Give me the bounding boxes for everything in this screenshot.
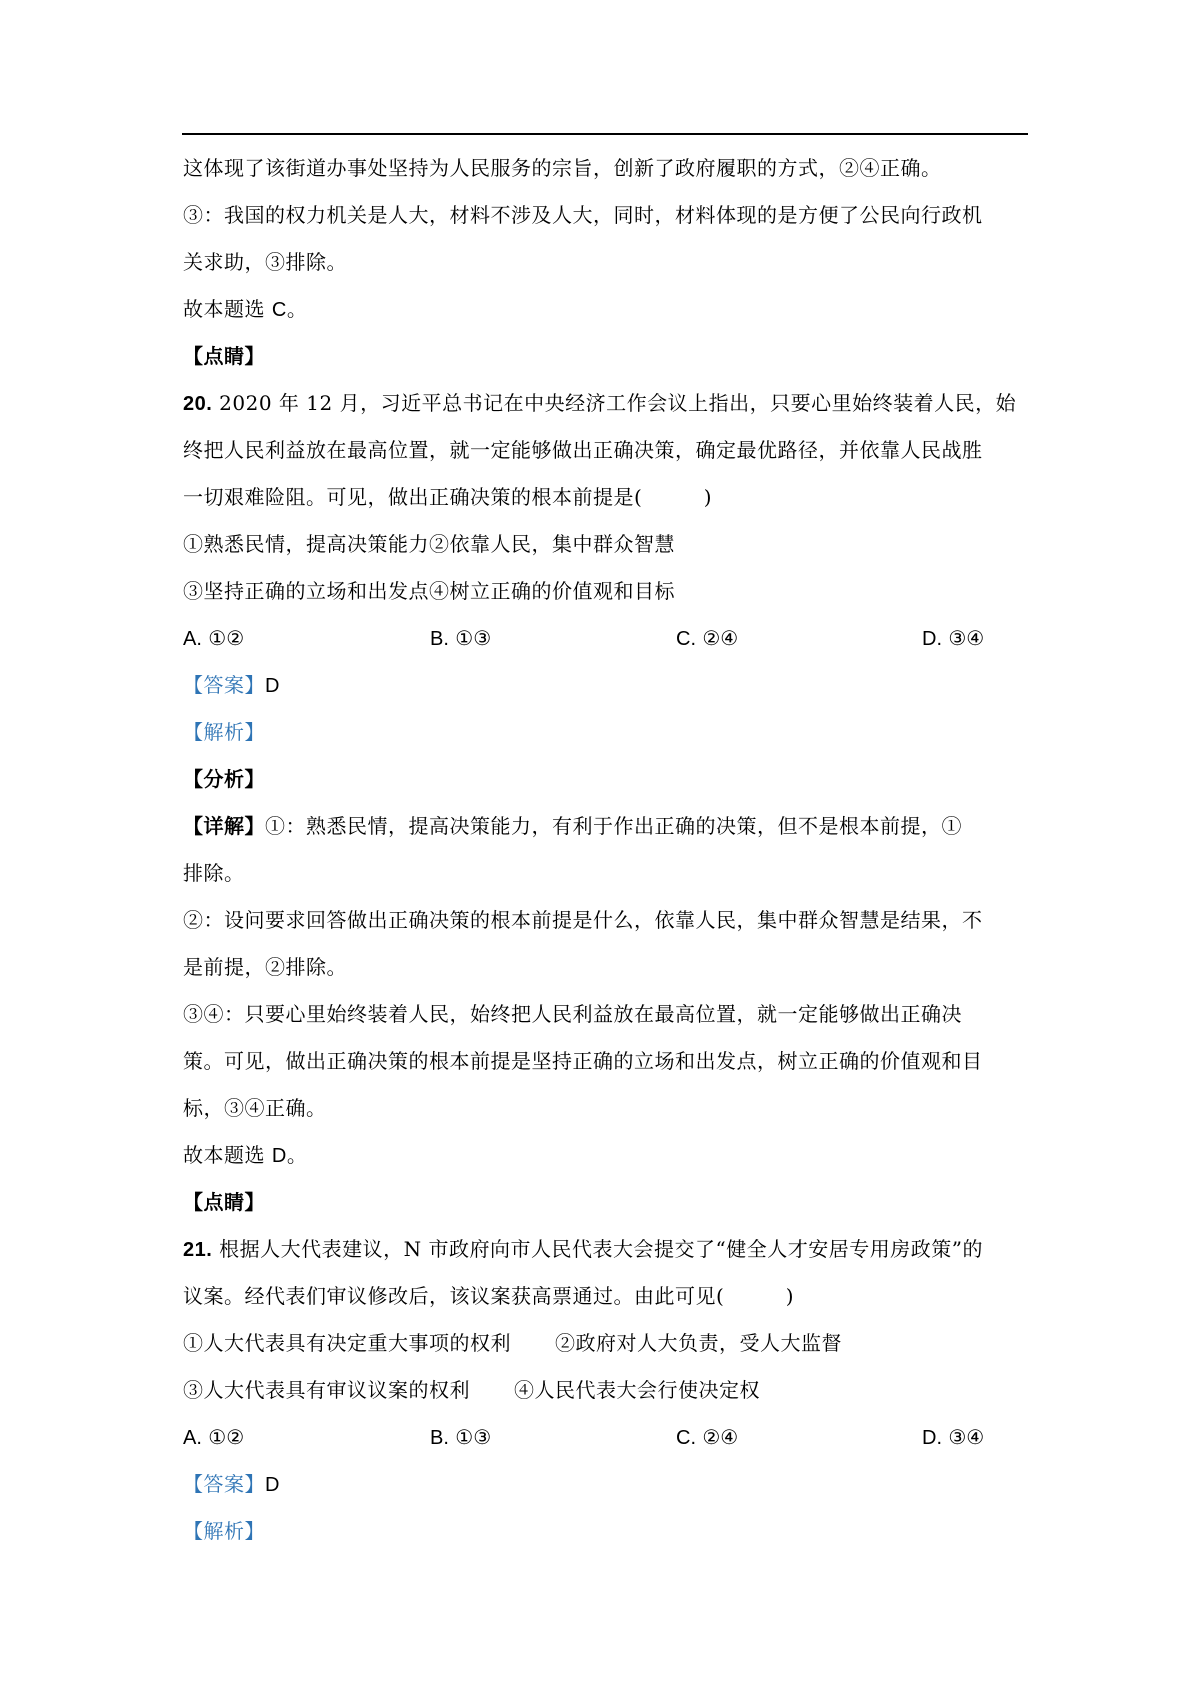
q20-option-b [430,623,491,653]
q21-statement-3: ③人大代表具有审议议案的权利 [183,1378,470,1402]
q20-stem-line-2: 终把人民利益放在最高位置，就一定能够做出正确决策，确定最优路径，并依靠人民战胜 [183,438,983,462]
q20-number: 20. [183,393,213,415]
q20-option-c-letter: C. [676,628,696,650]
q21-option-c-letter: C. [676,1427,696,1449]
q21-option-c-text: ②④ [696,1425,739,1449]
q19-dianjing-heading: 【点睛】 [183,344,265,368]
q21-stem-line-1 [183,1234,983,1264]
q20-xiangjie-line-1 [183,811,962,841]
q21-stem-line-2: 议案。经代表们审议修改后，该议案获高票通过。由此可见( ) [183,1284,795,1308]
q21-number: 21. [183,1239,213,1261]
q21-option-d-text: ③④ [942,1425,985,1449]
q21-statement-1: ①人大代表具有决定重大事项的权利 [183,1331,511,1355]
q20-answer-label: 【答案】 [183,673,265,697]
q19-explanation-line-3: 关求助，③排除。 [183,250,347,274]
q20-conclusion-letter: D [271,1145,287,1167]
q20-xiangjie-line-2: 排除。 [183,861,245,885]
q19-conclusion-prefix: 故本题选 [183,297,272,321]
q21-statement-4: ④人民代表大会行使决定权 [514,1378,760,1402]
q21-option-a [183,1422,244,1452]
q20-xiangjie-line-6: 策。可见，做出正确决策的根本前提是坚持正确的立场和出发点，树立正确的价值观和目 [183,1049,983,1073]
q20-option-a-letter: A. [183,628,202,650]
q20-xiangjie-label: 【详解】 [183,814,265,838]
q20-statements-line-2: ③坚持正确的立场和出发点④树立正确的价值观和目标 [183,579,675,603]
q19-explanation-line-2: ③：我国的权力机关是人大，材料不涉及人大，同时，材料体现的是方便了公民向行政机 [183,203,983,227]
q21-statements-line-1 [183,1328,842,1358]
q20-xiangjie-line-5: ③④：只要心里始终装着人民，始终把人民利益放在最高位置，就一定能够做出正确决 [183,1002,962,1026]
q21-option-c [676,1422,738,1452]
q21-option-a-text: ①② [201,1425,245,1449]
q20-option-b-text: ①③ [448,626,492,650]
q21-statement-2: ②政府对人大负责，受人大监督 [555,1331,842,1355]
q20-option-d-text: ③④ [942,626,985,650]
q20-option-b-letter: B. [430,628,449,650]
q19-conclusion [183,294,307,324]
q21-option-b [430,1422,491,1452]
q20-xiangjie-text-1: ①：熟悉民情，提高决策能力，有利于作出正确的决策，但不是根本前提，① [265,814,962,838]
q19-conclusion-suffix: 。 [286,297,308,321]
q21-option-b-letter: B. [430,1427,449,1449]
q20-conclusion [183,1140,307,1170]
q21-option-d-letter: D. [922,1427,942,1449]
q20-statements-line-1: ①熟悉民情，提高决策能力②依靠人民，集中群众智慧 [183,532,675,556]
q20-xiangjie-line-4: 是前提，②排除。 [183,955,347,979]
q21-answer-value: D [265,1474,280,1496]
q20-option-a [183,623,244,653]
q20-dianjing-heading: 【点睛】 [183,1190,265,1214]
q20-xiangjie-line-3: ②：设问要求回答做出正确决策的根本前提是什么，依靠人民，集中群众智慧是结果，不 [183,908,983,932]
q20-option-c-text: ②④ [696,626,739,650]
q21-stem-text-1: 根据人大代表建议，N 市政府向市人民代表大会提交了“健全人才安居专用房政策”的 [212,1237,983,1261]
q20-conclusion-prefix: 故本题选 [183,1143,272,1167]
q21-option-a-letter: A. [183,1427,202,1449]
q21-answer-label: 【答案】 [183,1472,265,1496]
q20-answer [183,670,280,700]
q21-jiexi-heading: 【解析】 [183,1519,265,1543]
q20-option-d [922,623,984,653]
q19-conclusion-letter: C [271,299,287,321]
q21-option-d [922,1422,984,1452]
q20-option-d-letter: D. [922,628,942,650]
q20-stem-text-1: 2020 年 12 月，习近平总书记在中央经济工作会议上指出，只要心里始终装着人民，始 [212,391,1017,415]
q20-fenxi-heading: 【分析】 [183,767,265,791]
q20-option-a-text: ①② [201,626,245,650]
q20-jiexi-heading: 【解析】 [183,720,265,744]
header-rule [182,133,1028,135]
q21-answer [183,1469,280,1499]
q21-statements-line-2 [183,1375,760,1405]
q20-option-c [676,623,738,653]
q20-xiangjie-line-7: 标，③④正确。 [183,1096,327,1120]
q20-answer-value: D [265,675,280,697]
q19-explanation-line-1: 这体现了该街道办事处坚持为人民服务的宗旨，创新了政府履职的方式，②④正确。 [183,156,942,180]
q20-stem-line-1 [183,388,1016,418]
q21-option-b-text: ①③ [448,1425,492,1449]
q20-conclusion-suffix: 。 [286,1143,308,1167]
q20-stem-line-3: 一切艰难险阻。可见，做出正确决策的根本前提是( ) [183,485,713,509]
